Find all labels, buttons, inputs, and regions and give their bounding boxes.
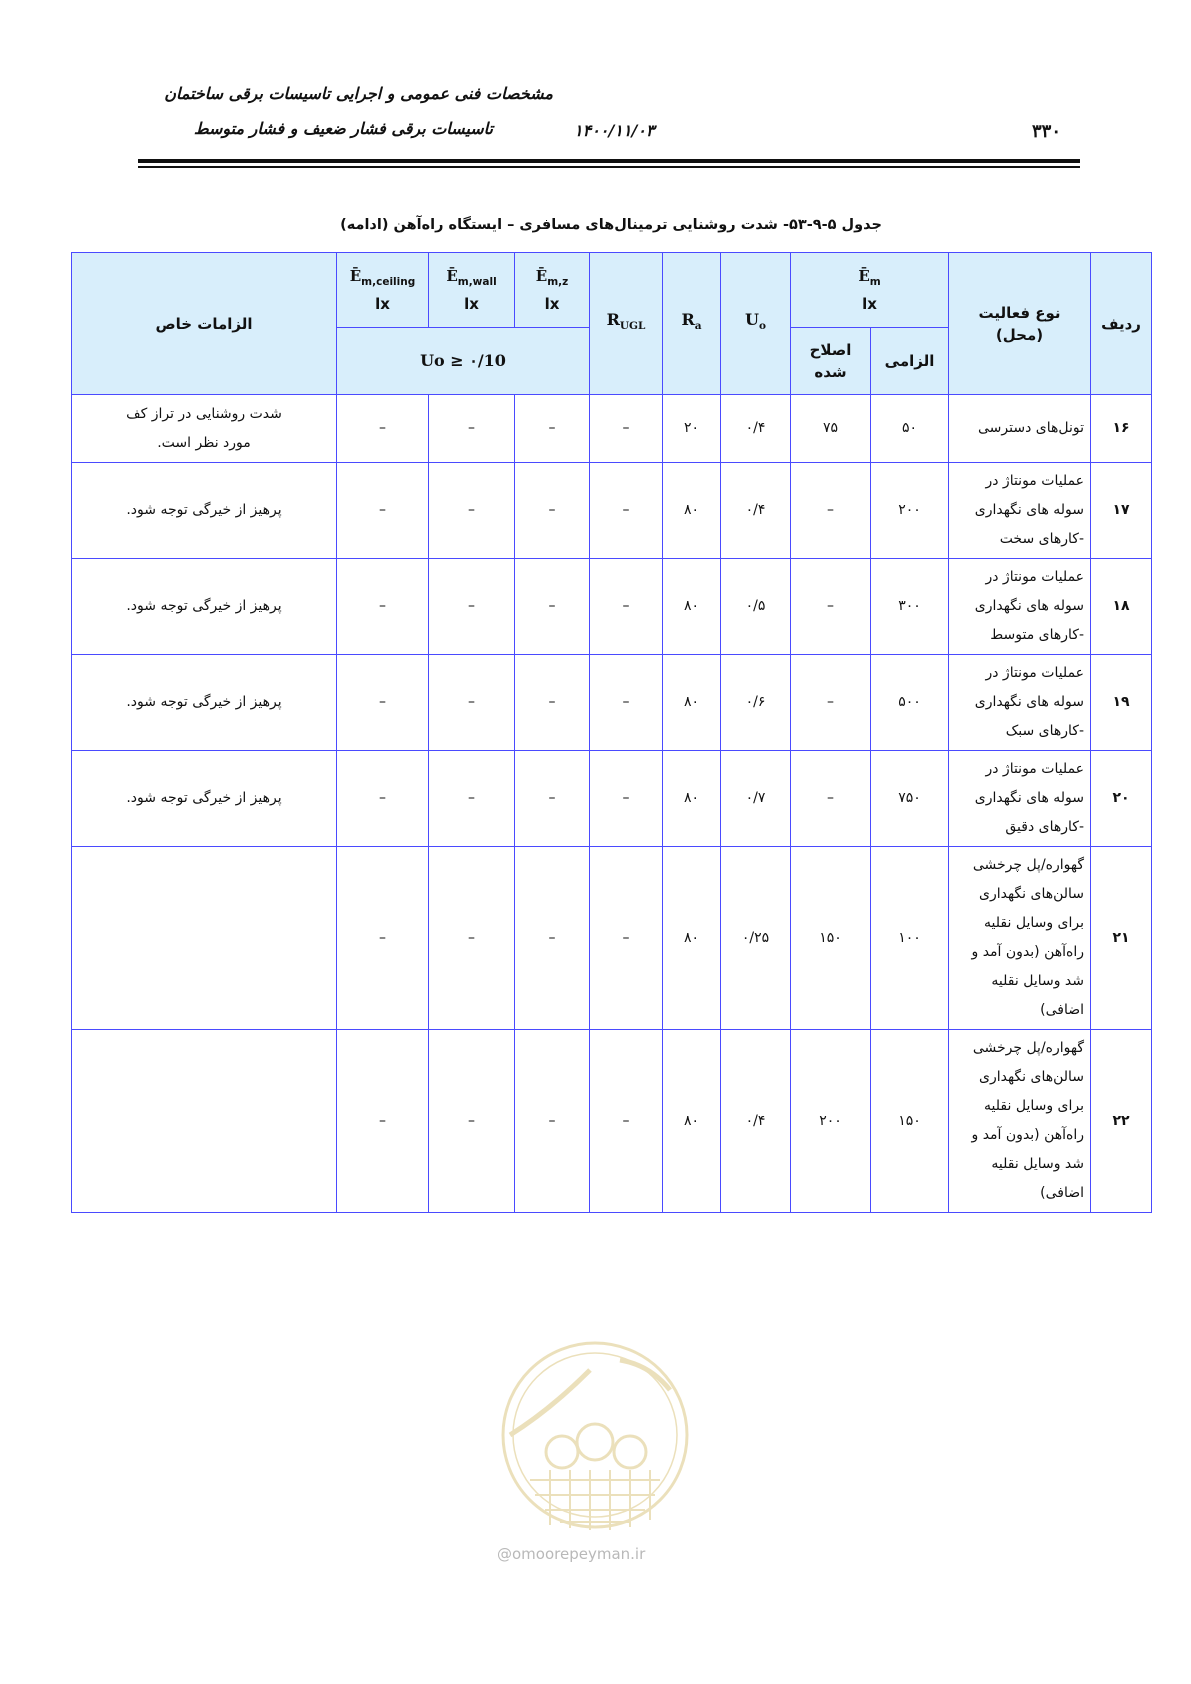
cell-activity-line: برای وسایل نقلیه bbox=[984, 1098, 1085, 1114]
header-rule-thick bbox=[138, 159, 1080, 163]
cell-emz: – bbox=[515, 847, 590, 1030]
cell-activity-line: عملیات مونتاژ در bbox=[985, 473, 1085, 489]
table-row bbox=[72, 559, 1152, 655]
cell-activity-line: عملیات مونتاژ در bbox=[985, 665, 1085, 681]
cell-ra: ۸۰ bbox=[663, 559, 721, 655]
cell-row-number: ۱۸ bbox=[1091, 559, 1152, 655]
document-subtitle: تاسیسات برقی فشار ضعیف و فشار متوسط bbox=[193, 119, 493, 138]
cell-activity-line: راه‌آهن (بدون آمد و bbox=[971, 944, 1085, 960]
cell-uo: ۰/۶ bbox=[721, 655, 791, 751]
cell-rugl: – bbox=[590, 559, 663, 655]
cell-special-requirements bbox=[72, 395, 337, 463]
cell-row-number: ۱۶ bbox=[1091, 395, 1152, 463]
cell-em-required: ۵۰ bbox=[871, 395, 949, 463]
page-number: ۳۳۰ bbox=[1032, 121, 1062, 142]
cell-row-number: ۱۷ bbox=[1091, 463, 1152, 559]
cell-special-requirements-line: پرهیز از خیرگی توجه شود. bbox=[126, 598, 282, 614]
cell-em-required: ۱۵۰ bbox=[871, 1030, 949, 1213]
cell-em-modified: – bbox=[791, 463, 871, 559]
cell-activity-line: تونل‌های دسترسی bbox=[978, 420, 1085, 436]
cell-activity-line: سوله های نگهداری bbox=[974, 598, 1085, 614]
cell-emceiling: – bbox=[337, 751, 429, 847]
cell-special-requirements bbox=[72, 847, 337, 1030]
header-activity bbox=[949, 253, 1091, 395]
cell-uo: ۰/۲۵ bbox=[721, 847, 791, 1030]
document-date: ۱۴۰۰/۱۱/۰۳ bbox=[574, 121, 655, 140]
cell-uo: ۰/۴ bbox=[721, 463, 791, 559]
cell-activity-line: اضافی) bbox=[1040, 1002, 1085, 1018]
header-em-modified: اصلاح شده bbox=[791, 328, 871, 395]
cell-activity bbox=[949, 847, 1091, 1030]
watermark-url: @omoorepeyman.ir bbox=[497, 1545, 646, 1563]
header-em-unit: lx bbox=[862, 295, 877, 313]
cell-ra: ۸۰ bbox=[663, 655, 721, 751]
header-emwall: $Ē_{m,wall}$ lx bbox=[429, 253, 515, 328]
cell-activity-line: -کارهای متوسط bbox=[990, 627, 1085, 643]
cell-uo: ۰/۴ bbox=[721, 1030, 791, 1213]
cell-emwall: – bbox=[429, 847, 515, 1030]
cell-emz: – bbox=[515, 655, 590, 751]
cell-rugl: – bbox=[590, 463, 663, 559]
cell-rugl: – bbox=[590, 847, 663, 1030]
header-uo: $U_o$ bbox=[721, 253, 791, 395]
cell-emz: – bbox=[515, 559, 590, 655]
cell-activity-line: گهواره/پل چرخشی bbox=[972, 857, 1085, 873]
cell-activity-line: برای وسایل نقلیه bbox=[984, 915, 1085, 931]
cell-em-required: ۲۰۰ bbox=[871, 463, 949, 559]
cell-ra: ۲۰ bbox=[663, 395, 721, 463]
cell-activity-line: سوله های نگهداری bbox=[974, 502, 1085, 518]
cell-special-requirements-line: پرهیز از خیرگی توجه شود. bbox=[126, 790, 282, 806]
cell-activity-line: سالن‌های نگهداری bbox=[979, 886, 1085, 902]
cell-activity bbox=[949, 559, 1091, 655]
header-em bbox=[791, 253, 949, 328]
cell-activity-line: -کارهای سخت bbox=[999, 531, 1085, 547]
cell-rugl: – bbox=[590, 1030, 663, 1213]
table-row bbox=[72, 655, 1152, 751]
cell-emwall: – bbox=[429, 463, 515, 559]
table-body bbox=[72, 395, 1152, 1213]
header-rule-thin bbox=[138, 166, 1080, 168]
cell-special-requirements-line: شدت روشنایی در تراز کف bbox=[126, 405, 282, 422]
header-emz: $Ē_{m,z}$ lx bbox=[515, 253, 590, 328]
cell-special-requirements bbox=[72, 655, 337, 751]
cell-rugl: – bbox=[590, 751, 663, 847]
table-caption: جدول ۵-۹-۵۳- شدت روشنایی ترمینال‌های مسافری – ایستگاه راه‌آهن (ادامه) bbox=[340, 217, 882, 233]
cell-activity-line: شد وسایل نقلیه bbox=[991, 1156, 1085, 1172]
cell-em-modified: – bbox=[791, 655, 871, 751]
header-row-number: ردیف bbox=[1091, 253, 1152, 395]
header-emceiling: $Ē_{m,ceiling}$ lx bbox=[337, 253, 429, 328]
cell-emwall: – bbox=[429, 559, 515, 655]
cell-ra: ۸۰ bbox=[663, 847, 721, 1030]
cell-activity bbox=[949, 1030, 1091, 1213]
cell-activity-line: اضافی) bbox=[1040, 1185, 1085, 1201]
cell-emwall: – bbox=[429, 395, 515, 463]
cell-activity bbox=[949, 655, 1091, 751]
omoore-peyman-seal-icon bbox=[490, 1330, 700, 1560]
cell-activity-line: سالن‌های نگهداری bbox=[979, 1069, 1085, 1085]
cell-activity bbox=[949, 751, 1091, 847]
cell-emceiling: – bbox=[337, 1030, 429, 1213]
header-activity-line1: نوع فعالیت bbox=[978, 303, 1061, 322]
table-row bbox=[72, 751, 1152, 847]
cell-em-modified: – bbox=[791, 751, 871, 847]
cell-emz: – bbox=[515, 751, 590, 847]
cell-row-number: ۱۹ bbox=[1091, 655, 1152, 751]
cell-uo: ۰/۷ bbox=[721, 751, 791, 847]
illuminance-table bbox=[71, 252, 1152, 1213]
cell-activity-line: عملیات مونتاژ در bbox=[985, 761, 1085, 777]
cell-rugl: – bbox=[590, 655, 663, 751]
cell-special-requirements bbox=[72, 559, 337, 655]
cell-activity bbox=[949, 463, 1091, 559]
cell-uo: ۰/۵ bbox=[721, 559, 791, 655]
cell-activity-line: شد وسایل نقلیه bbox=[991, 973, 1085, 989]
cell-row-number: ۲۲ bbox=[1091, 1030, 1152, 1213]
cell-emceiling: – bbox=[337, 395, 429, 463]
cell-special-requirements bbox=[72, 1030, 337, 1213]
cell-emz: – bbox=[515, 395, 590, 463]
cell-emwall: – bbox=[429, 751, 515, 847]
cell-activity-line: -کارهای سبک bbox=[1005, 723, 1085, 739]
cell-emwall: – bbox=[429, 1030, 515, 1213]
header-rugl: $R_{UGL}$ bbox=[590, 253, 663, 395]
table-row bbox=[72, 463, 1152, 559]
cell-emceiling: – bbox=[337, 463, 429, 559]
table-row bbox=[72, 395, 1152, 463]
cell-em-required: ۵۰۰ bbox=[871, 655, 949, 751]
cell-row-number: ۲۱ bbox=[1091, 847, 1152, 1030]
cell-activity-line: سوله های نگهداری bbox=[974, 694, 1085, 710]
table-row bbox=[72, 1030, 1152, 1213]
cell-ra: ۸۰ bbox=[663, 463, 721, 559]
cell-uo: ۰/۴ bbox=[721, 395, 791, 463]
cell-em-modified: ۷۵ bbox=[791, 395, 871, 463]
cell-emwall: – bbox=[429, 655, 515, 751]
cell-special-requirements bbox=[72, 751, 337, 847]
header-em-symbol: Ē bbox=[858, 267, 870, 285]
cell-special-requirements bbox=[72, 463, 337, 559]
cell-ra: ۸۰ bbox=[663, 1030, 721, 1213]
cell-emceiling: – bbox=[337, 655, 429, 751]
cell-emceiling: – bbox=[337, 559, 429, 655]
header-em-required: الزامی bbox=[871, 328, 949, 395]
cell-rugl: – bbox=[590, 395, 663, 463]
header-em-sub: m bbox=[869, 276, 881, 288]
cell-activity-line: -کارهای دقیق bbox=[1005, 819, 1085, 835]
header-uo-condition: Uo ≥ ۰/10 bbox=[337, 328, 590, 395]
header-ra: $R_a$ bbox=[663, 253, 721, 395]
table-row bbox=[72, 847, 1152, 1030]
cell-row-number: ۲۰ bbox=[1091, 751, 1152, 847]
cell-em-modified: – bbox=[791, 559, 871, 655]
document-title: مشخصات فنی عمومی و اجرایی تاسیسات برقی ساختمان bbox=[164, 84, 553, 103]
cell-special-requirements-line: پرهیز از خیرگی توجه شود. bbox=[126, 502, 282, 518]
cell-em-required: ۱۰۰ bbox=[871, 847, 949, 1030]
cell-special-requirements-line: پرهیز از خیرگی توجه شود. bbox=[126, 694, 282, 710]
cell-emz: – bbox=[515, 1030, 590, 1213]
header-special-requirements: الزامات خاص bbox=[72, 253, 337, 395]
cell-ra: ۸۰ bbox=[663, 751, 721, 847]
cell-em-required: ۷۵۰ bbox=[871, 751, 949, 847]
cell-activity bbox=[949, 395, 1091, 463]
cell-activity-line: گهواره/پل چرخشی bbox=[972, 1040, 1085, 1056]
cell-em-required: ۳۰۰ bbox=[871, 559, 949, 655]
cell-emz: – bbox=[515, 463, 590, 559]
cell-activity-line: سوله های نگهداری bbox=[974, 790, 1085, 806]
cell-em-modified: ۲۰۰ bbox=[791, 1030, 871, 1213]
cell-special-requirements-line: مورد نظر است. bbox=[157, 434, 251, 451]
cell-activity-line: راه‌آهن (بدون آمد و bbox=[971, 1127, 1085, 1143]
header-activity-line2: (محل) bbox=[995, 325, 1044, 344]
cell-activity-line: عملیات مونتاژ در bbox=[985, 569, 1085, 585]
cell-em-modified: ۱۵۰ bbox=[791, 847, 871, 1030]
cell-emceiling: – bbox=[337, 847, 429, 1030]
